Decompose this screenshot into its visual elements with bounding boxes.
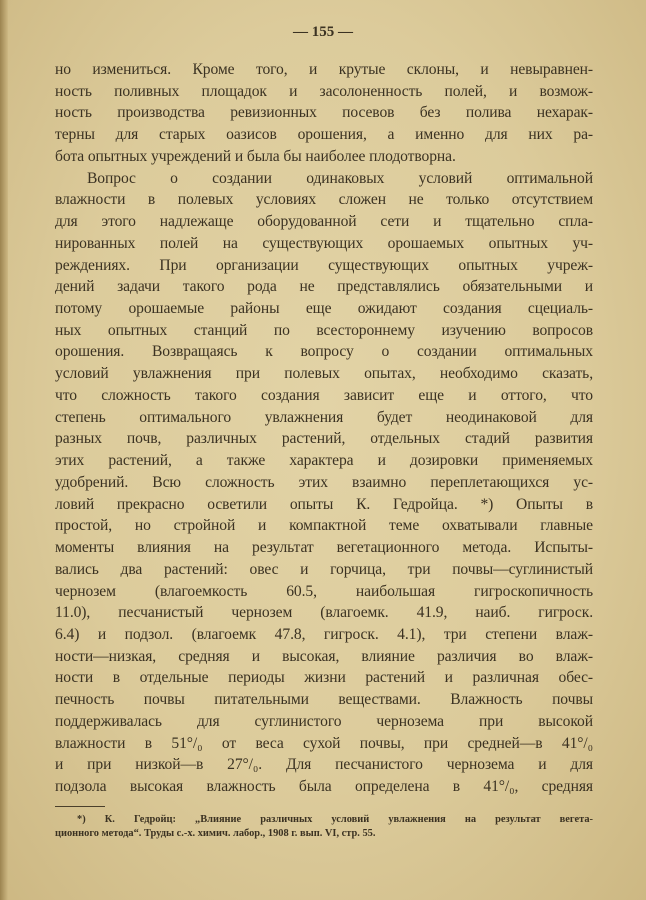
- text-line: влажности в 51°/₀ от веса сухой почвы, при средней—в 41°/₀: [55, 734, 593, 752]
- text-line: влажности в полевых условиях сложен не только отсутствием: [55, 191, 593, 209]
- footnote-line: ционного метода“. Труды с.-х. химич. лабор., 1908 г. вып. VI, стр. 55.: [55, 828, 376, 839]
- text-line: и при низкой—в 27°/₀. Для песчанистого чернозема и для: [55, 756, 593, 774]
- text-line: реждениях. При организации существующих опытных учреж-: [55, 256, 593, 274]
- text-line: этих растений, а также характера и дозировки применяемых: [55, 452, 593, 470]
- text-line: ных опытных станций по всестороннему изучению вопросов: [55, 321, 593, 339]
- text-line: вались два растений: овес и горчица, три почвы—суглинистый: [55, 560, 593, 578]
- text-line: моменты влияния на результат вегетационного метода. Испыты-: [55, 539, 593, 557]
- text-line: но измениться. Кроме того, и крутые склоны, и невыравнен-: [55, 61, 593, 78]
- text-line: орошения. Возвращаясь к вопросу о создании оптимальных: [55, 343, 593, 361]
- text-line: простой, но стройной и компактной теме охватывали главные: [55, 517, 593, 535]
- text-line: Вопрос о создании одинаковых условий оптимальной: [87, 169, 593, 187]
- text-line: для этого надлежаще оборудованной сети и тщательно спла-: [55, 213, 593, 231]
- text-line: разных почв, различных растений, отдельных стадий развития: [55, 430, 593, 448]
- text-line: удобрений. Всю сложность этих взаимно переплетающихся ус-: [55, 473, 593, 491]
- text-line: 6.4) и подзол. (влагоемк 47.8, гигроск. 4.1), три степени влаж-: [55, 625, 593, 643]
- text-line: терны для старых оазисов орошения, а именно для них ра-: [55, 126, 593, 144]
- page-edge-shadow: [0, 0, 8, 900]
- text-line: подзола высокая влажность была определена в 41°/₀, средняя: [55, 778, 593, 796]
- text-line: 11.0), песчанистый чернозем (влагоемк. 41.9, наиб. гигроск.: [55, 604, 593, 622]
- text-line: что сложность такого создания зависит еще и оттого, что: [55, 386, 593, 404]
- footnote-line: *) К. Гедройц: „Влияние различных условий увлажнения на результат вегета-: [77, 814, 593, 825]
- text-line: нированных полей на существующих орошаемых опытных уч-: [55, 234, 593, 252]
- footnote-divider: [55, 806, 105, 807]
- text-line: ности в отдельные периоды жизни растений и различная обес-: [55, 669, 593, 687]
- page-number: — 155 —: [293, 24, 353, 40]
- text-line: ность поливных площадок и засолоненность полей, и возмож-: [55, 82, 593, 100]
- text-line: поддерживалась для суглинистого чернозема при высокой: [55, 712, 593, 730]
- text-line: дений задачи такого рода не представлялись обязательными и: [55, 278, 593, 296]
- text-line: чернозем (влагоемкость 60.5, наибольшая гигроскопичность: [55, 582, 593, 600]
- text-line: бота опытных учреждений и была бы наиболее плодотворна.: [55, 147, 456, 165]
- text-line: ности—низкая, средняя и высокая, влияние различия во влаж-: [55, 647, 593, 665]
- text-line: степень оптимального увлажнения будет неодинаковой для: [55, 408, 593, 426]
- text-line: печность почвы питательными веществами. Влажность почвы: [55, 691, 593, 709]
- text-line: потому орошаемые районы еще ожидают создания сцециаль-: [55, 300, 593, 318]
- text-line: ловий прекрасно осветили опыты К. Гедройца. *) Опыты в: [55, 495, 593, 513]
- text-line: ность производства ревизионных посевов без полива нехарак-: [55, 104, 593, 122]
- text-line: условий увлажнения при полевых опытах, необходимо сказать,: [55, 365, 593, 383]
